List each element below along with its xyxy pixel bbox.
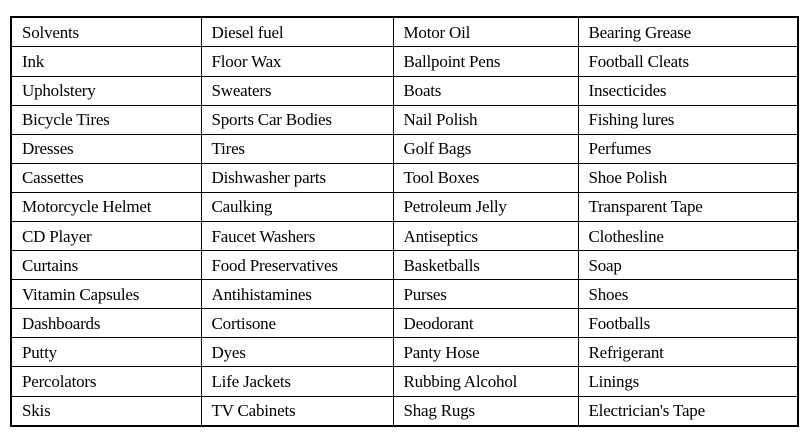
table-cell: Motor Oil [393, 17, 578, 47]
table-cell: Nail Polish [393, 105, 578, 134]
table-cell: Ballpoint Pens [393, 47, 578, 76]
table-cell: Rubbing Alcohol [393, 367, 578, 396]
table-cell: Motorcycle Helmet [11, 192, 201, 221]
table-cell: Skis [11, 396, 201, 426]
table-cell: Shoe Polish [578, 163, 798, 192]
table-cell: Shoes [578, 280, 798, 309]
table-cell: Antiseptics [393, 221, 578, 250]
table-cell: Shag Rugs [393, 396, 578, 426]
products-table [10, 16, 799, 427]
table-cell: Sports Car Bodies [201, 105, 393, 134]
table-cell: Ink [11, 47, 201, 76]
table-cell: Linings [578, 367, 798, 396]
table-cell: Vitamin Capsules [11, 280, 201, 309]
table-cell: Cassettes [11, 163, 201, 192]
table-cell: Putty [11, 338, 201, 367]
table-row [11, 192, 798, 221]
table-cell: Transparent Tape [578, 192, 798, 221]
table-cell: Cortisone [201, 309, 393, 338]
table-cell: Bearing Grease [578, 17, 798, 47]
table-row [11, 396, 798, 426]
table-cell: Deodorant [393, 309, 578, 338]
table-cell: Diesel fuel [201, 17, 393, 47]
table-cell: Bicycle Tires [11, 105, 201, 134]
table-row [11, 134, 798, 163]
table-row [11, 105, 798, 134]
table-cell: Basketballs [393, 251, 578, 280]
table-cell: Footballs [578, 309, 798, 338]
table-cell: Caulking [201, 192, 393, 221]
table-cell: Purses [393, 280, 578, 309]
table-cell: Tool Boxes [393, 163, 578, 192]
table-cell: Insecticides [578, 76, 798, 105]
table-row [11, 309, 798, 338]
table-row [11, 17, 798, 47]
table-cell: Football Cleats [578, 47, 798, 76]
table-cell: Dishwasher parts [201, 163, 393, 192]
table-cell: CD Player [11, 221, 201, 250]
table-cell: Fishing lures [578, 105, 798, 134]
table-cell: Petroleum Jelly [393, 192, 578, 221]
table-cell: Dyes [201, 338, 393, 367]
table-row [11, 76, 798, 105]
table-cell: Sweaters [201, 76, 393, 105]
table-cell: Panty Hose [393, 338, 578, 367]
table-cell: Dresses [11, 134, 201, 163]
table-cell: Antihistamines [201, 280, 393, 309]
table-cell: Solvents [11, 17, 201, 47]
table-cell: Refrigerant [578, 338, 798, 367]
table-cell: Curtains [11, 251, 201, 280]
table-row [11, 367, 798, 396]
table-cell: Electrician's Tape [578, 396, 798, 426]
table-cell: TV Cabinets [201, 396, 393, 426]
table-cell: Food Preservatives [201, 251, 393, 280]
table-cell: Dashboards [11, 309, 201, 338]
table-cell: Floor Wax [201, 47, 393, 76]
table-row [11, 280, 798, 309]
table-row [11, 47, 798, 76]
table-cell: Perfumes [578, 134, 798, 163]
table-cell: Percolators [11, 367, 201, 396]
table-cell: Soap [578, 251, 798, 280]
table-row [11, 338, 798, 367]
table-cell: Upholstery [11, 76, 201, 105]
table-cell: Faucet Washers [201, 221, 393, 250]
products-table-body [11, 17, 798, 426]
table-row [11, 163, 798, 192]
table-cell: Golf Bags [393, 134, 578, 163]
table-row [11, 251, 798, 280]
table-cell: Tires [201, 134, 393, 163]
table-cell: Life Jackets [201, 367, 393, 396]
table-cell: Clothesline [578, 221, 798, 250]
table-cell: Boats [393, 76, 578, 105]
table-row [11, 221, 798, 250]
